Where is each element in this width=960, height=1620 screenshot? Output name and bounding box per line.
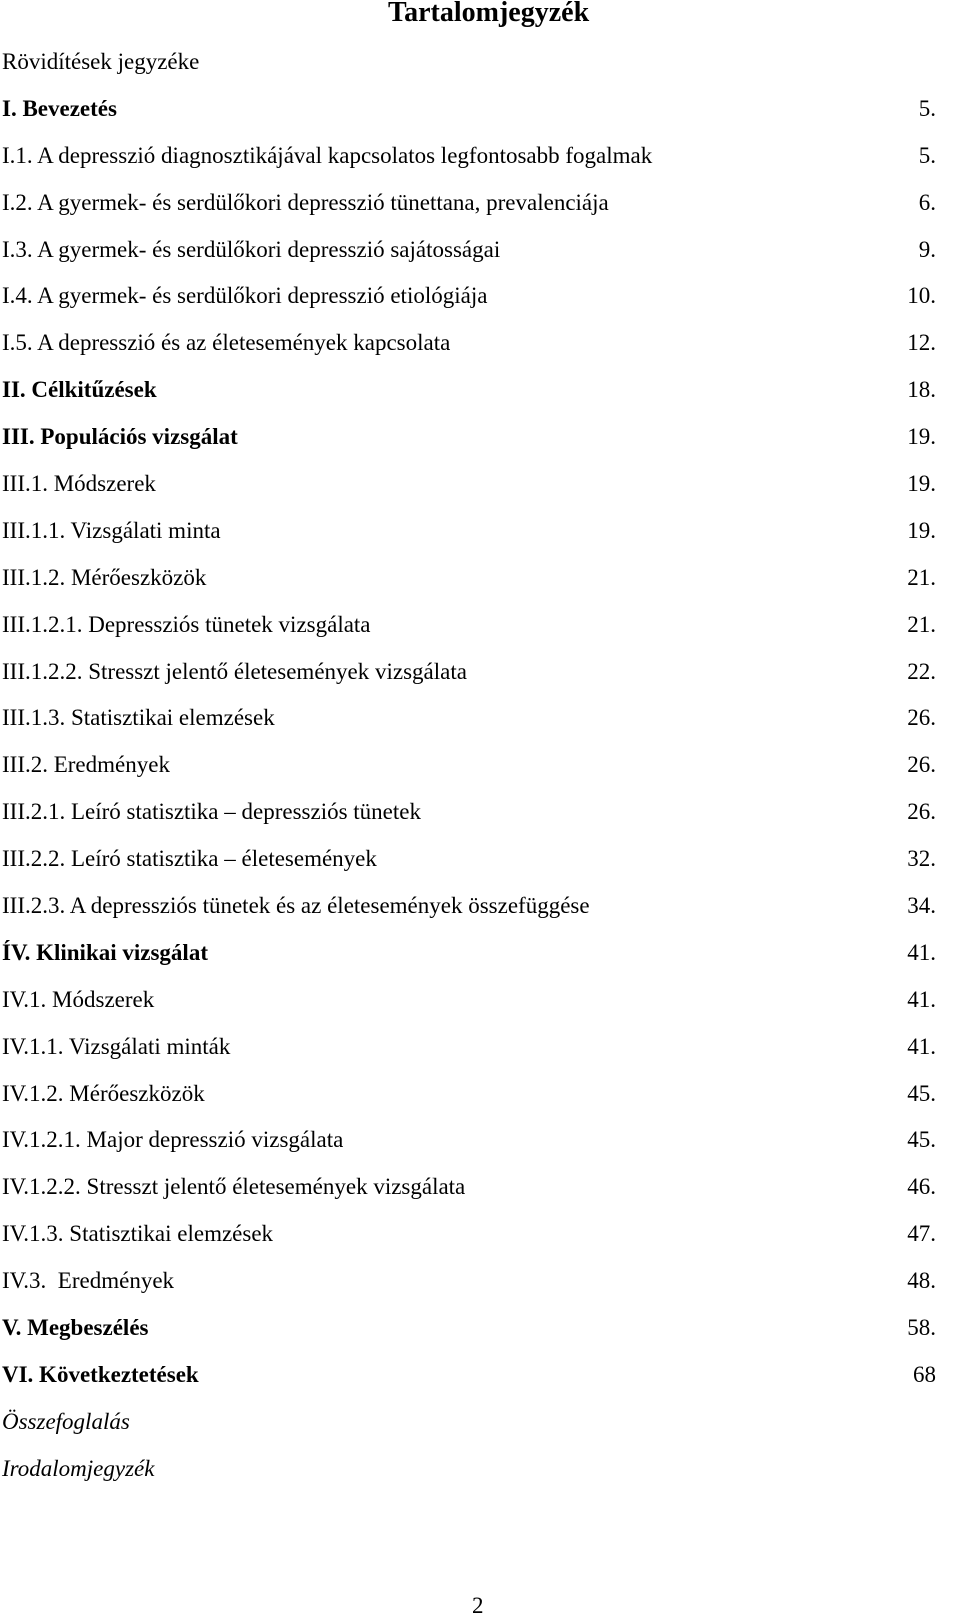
toc-entry-section-4-1-2-1	[0, 1122, 960, 1169]
toc-entry-label: IV.1.3. Statisztikai elemzések	[2, 1221, 274, 1247]
toc-entry-label: III.2. Eredmények	[2, 752, 170, 778]
toc-entry-section-1-4	[0, 278, 960, 325]
toc-entry-section-4-1	[0, 982, 960, 1029]
toc-entry-label: V. Megbeszélés	[2, 1315, 149, 1341]
toc-entry-abbreviations	[0, 44, 960, 91]
toc-entry-label: III.1.2.1. Depressziós tünetek vizsgálata	[2, 611, 371, 637]
toc-entry-section-3-2	[0, 747, 960, 794]
toc-entry-label: III.2.1. Leíró statisztika – depressziós tünetek	[2, 799, 421, 825]
toc-entry-label: III.2.2. Leíró statisztika – életesemények	[2, 846, 377, 872]
toc-entry-label: Összefoglalás	[2, 1408, 130, 1434]
toc-entry-label: II. Célkitűzések	[2, 377, 157, 403]
toc-entry-page: 26.	[907, 799, 936, 825]
toc-entry-section-1-5	[0, 325, 960, 372]
toc-entry-section-1-3	[0, 232, 960, 279]
toc-entry-label: VI. Következtetések	[2, 1361, 199, 1387]
toc-entry-chapter-6	[0, 1357, 960, 1404]
toc-entry-chapter-3	[0, 419, 960, 466]
toc-entry-label: I.3. A gyermek- és serdülőkori depresszió sajátosságai	[2, 236, 501, 262]
toc-entry-chapter-2	[0, 372, 960, 419]
toc-entry-section-3-1-2	[0, 560, 960, 607]
toc-entry-label: III.1.3. Statisztikai elemzések	[2, 705, 275, 731]
toc-entry-label: I. Bevezetés	[2, 95, 117, 121]
toc-entry-label: IV.1. Módszerek	[2, 986, 155, 1012]
toc-entry-page: 48.	[907, 1268, 936, 1294]
toc-entry-label: IV.1.2. Mérőeszközök	[2, 1080, 205, 1106]
toc-entry-section-3-2-1	[0, 794, 960, 841]
toc-entry-summary	[0, 1404, 960, 1451]
toc-entry-label: III.1.1. Vizsgálati minta	[2, 517, 221, 543]
toc-entry-page: 45.	[907, 1127, 936, 1153]
toc-entry-page: 6.	[918, 189, 936, 215]
toc-entry-page: 22.	[907, 658, 936, 684]
toc-entry-page: 41.	[907, 1033, 936, 1059]
toc-entry-page: 45.	[907, 1080, 936, 1106]
toc-entry-page: 21.	[907, 611, 936, 637]
toc-entry-section-4-1-3	[0, 1216, 960, 1263]
toc-entry-section-3-1-1	[0, 513, 960, 560]
toc-entry-label: III.1. Módszerek	[2, 471, 156, 497]
toc-entry-label: IV.1.2.1. Major depresszió vizsgálata	[2, 1127, 344, 1153]
toc-entry-page: 19.	[907, 424, 936, 450]
toc-entry-page: 12.	[907, 330, 936, 356]
toc-entry-label: I.4. A gyermek- és serdülőkori depresszió etiológiája	[2, 283, 488, 309]
toc-entry-label: ÍV. Klinikai vizsgálat	[2, 939, 208, 965]
toc-entry-section-4-1-2-2	[0, 1169, 960, 1216]
toc-entry-label: III.2.3. A depressziós tünetek és az életesemények összefüggése	[2, 893, 590, 919]
toc-entry-page: 18.	[907, 377, 936, 403]
toc-list	[0, 44, 960, 1498]
toc-entry-label: I.5. A depresszió és az életesemények kapcsolata	[2, 330, 451, 356]
toc-entry-page: 47.	[907, 1221, 936, 1247]
toc-entry-label: I.1. A depresszió diagnosztikájával kapcsolatos legfontosabb fogalmak	[2, 142, 653, 168]
toc-entry-page: 21.	[907, 564, 936, 590]
toc-entry-page: 19.	[907, 471, 936, 497]
toc-entry-page: 68	[913, 1361, 936, 1387]
toc-entry-label: I.2. A gyermek- és serdülőkori depresszió tünettana, prevalenciája	[2, 189, 609, 215]
toc-entry-label: III.1.2.2. Stresszt jelentő életesemények vizsgálata	[2, 658, 467, 684]
toc-entry-page: 5.	[918, 142, 936, 168]
toc-entry-label: IV.1.2.2. Stresszt jelentő életesemények vizsgálata	[2, 1174, 466, 1200]
toc-entry-label: IV.1.1. Vizsgálati minták	[2, 1033, 231, 1059]
toc-entry-page: 41.	[907, 986, 936, 1012]
toc-entry-chapter-1	[0, 91, 960, 138]
toc-entry-label: Irodalomjegyzék	[2, 1455, 155, 1481]
toc-entry-page: 5.	[918, 95, 936, 121]
toc-entry-page: 26.	[907, 752, 936, 778]
toc-entry-label: III. Populációs vizsgálat	[2, 424, 238, 450]
toc-entry-chapter-5	[0, 1310, 960, 1357]
toc-entry-section-4-1-2	[0, 1076, 960, 1123]
toc-entry-page: 26.	[907, 705, 936, 731]
toc-entry-label: Rövidítések jegyzéke	[2, 49, 200, 74]
page-number: 2	[472, 1593, 484, 1618]
toc-entry-page: 9.	[918, 236, 936, 262]
toc-entry-page: 46.	[907, 1174, 936, 1200]
toc-entry-page: 19.	[907, 517, 936, 543]
toc-entry-bibliography	[0, 1451, 960, 1498]
toc-title: Tartalomjegyzék	[388, 0, 590, 28]
toc-entry-section-4-3	[0, 1263, 960, 1310]
toc-entry-page: 32.	[907, 846, 936, 872]
toc-entry-label: IV.3. Eredmények	[2, 1268, 175, 1294]
toc-entry-section-1-2	[0, 185, 960, 232]
toc-entry-chapter-4	[0, 935, 960, 982]
toc-entry-page: 34.	[907, 893, 936, 919]
toc-entry-section-3-1-2-2	[0, 654, 960, 701]
toc-entry-page: 10.	[907, 283, 936, 309]
toc-entry-section-3-1-3	[0, 700, 960, 747]
toc-entry-page: 58.	[907, 1315, 936, 1341]
toc-entry-section-1-1	[0, 138, 960, 185]
toc-entry-section-3-1-2-1	[0, 607, 960, 654]
toc-entry-label: III.1.2. Mérőeszközök	[2, 564, 207, 590]
toc-entry-section-4-1-1	[0, 1029, 960, 1076]
toc-entry-page: 41.	[907, 939, 936, 965]
toc-entry-section-3-2-3	[0, 888, 960, 935]
toc-entry-section-3-2-2	[0, 841, 960, 888]
toc-entry-section-3-1	[0, 466, 960, 513]
